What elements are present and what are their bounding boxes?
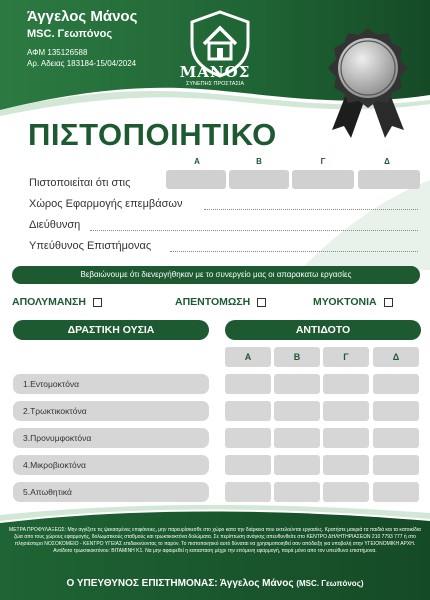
antidote-cell-row5-g[interactable] [323, 482, 369, 502]
check-insect-control-label: ΑΠΕΝΤΟΜΩΣΗ [175, 296, 251, 308]
antidote-col-a: Α [225, 347, 271, 367]
check-rodent-control[interactable] [313, 296, 393, 308]
application-area-line[interactable] [204, 209, 418, 210]
substance-row-repellents[interactable]: 5.Απωθητικά [13, 482, 209, 502]
column-g-header: Γ [320, 157, 326, 166]
issuer-info [27, 8, 137, 69]
antidote-cell-row3-g[interactable] [323, 428, 369, 448]
antidote-col-d: Δ [373, 347, 419, 367]
antidote-cell-row4-g[interactable] [323, 455, 369, 475]
insect-control-checkbox[interactable] [257, 298, 266, 307]
antidote-cell-row1-b[interactable] [274, 374, 320, 394]
antidote-cell-row5-b[interactable] [274, 482, 320, 502]
substance-row-biocides[interactable]: 4.Μικροβιοκτόνα [13, 455, 209, 475]
address-label: Διεύθυνση [29, 219, 81, 231]
safety-notice: ΜΕΤΡΑ ΠΡΟΦΥΛΑΞΕΩΣ: Μην αγγίζετε τις ψεκασμένες επιφάνειες, μην παρευρίσκεσθε στο χώρο κατα την διάρκεια που εκτελούνται εργασίες. Κρατήστε μακριά τα παιδιά και τα κατοικίδια ζώα απο τους χώρους εφαρμογής, δολωματικούς σταθμούς και τρωκτικοκτόνα δολώματα. Σε περίπτωση ανάγκης απευθυνθείτε στο ΚΕΝΤΡΟ ΔΗΛΗΤΗΡΙΑΣΕΩΝ 210 7793 777 ή στο πλησιέστερο ΝΟΣΟΚΟΜΕΙΟ - ΚΕΝΤΡΟ ΥΓΕΙΑΣ επιδεικνύοντας το παρόν. Το πιστοποιητικό αυτό δύναται να χρησιμοποιηθεί σαν απόδειξη για υποβολή στην ΥΓΕΙΟΝΟΜΙΚΗ ΑΡΧΗ. Αντίδοτο τρωκτικοκτόνου: BITAMINH K1. Να μην αφαιρεθεί η κατασταση μέχρι την επόμενη εφαρμογή, παρά μόνο απο τον υπεύθυνο επιστήμονα. [9, 527, 421, 554]
signature-main: Ο ΥΠΕΥΘΥΝΟΣ ΕΠΙΣΤΗΜΟΝΑΣ: Άγγελος Μάνος [66, 578, 294, 589]
check-disinfection-label: ΑΠΟΛΥΜΑΝΣΗ [12, 296, 86, 308]
substance-row-larvicides[interactable]: 3.Προνυμφοκτόνα [13, 428, 209, 448]
disinfection-checkbox[interactable] [93, 298, 102, 307]
antidote-cell-row2-a[interactable] [225, 401, 271, 421]
antidote-cell-row3-d[interactable] [373, 428, 419, 448]
antidote-cell-row4-d[interactable] [373, 455, 419, 475]
check-rodent-control-label: ΜΥΟΚΤΟΝΙΑ [313, 296, 377, 308]
antidote-cell-row4-b[interactable] [274, 455, 320, 475]
address-line[interactable] [90, 230, 418, 231]
column-a-header: Α [194, 157, 200, 166]
date-field-d[interactable] [358, 170, 420, 189]
certified-on-label: Πιστοποιείται ότι στις [29, 177, 131, 189]
signature-title: (MSC. Γεωπόνος) [296, 579, 364, 588]
column-d-header: Δ [384, 157, 390, 166]
date-field-a[interactable] [166, 170, 226, 189]
check-disinfection[interactable] [12, 296, 102, 308]
antidote-cell-row2-g[interactable] [323, 401, 369, 421]
substance-row-insecticides[interactable]: 1.Εντομοκτόνα [13, 374, 209, 394]
antidote-cell-row3-a[interactable] [225, 428, 271, 448]
antidote-cell-row2-b[interactable] [274, 401, 320, 421]
confirmation-banner: Βεβαιώνουμε ότι διενεργήθηκαν με το συνεργείο μας οι απαρακατω εργασίες [12, 266, 420, 284]
logo-subtitle: ΣΥΝΕΠΗΣ ΠΡΟΣΤΑΣΙΑ [185, 81, 245, 87]
date-field-g[interactable] [292, 170, 354, 189]
rodent-control-checkbox[interactable] [384, 298, 393, 307]
column-b-header: Β [256, 157, 262, 166]
date-field-b[interactable] [229, 170, 289, 189]
antidote-cell-row2-d[interactable] [373, 401, 419, 421]
logo-name: ΜΑΝΟΣ [179, 63, 251, 81]
antidote-cell-row3-b[interactable] [274, 428, 320, 448]
issuer-afm: ΑΦΜ 135126588 [27, 48, 88, 57]
antidote-header: ΑΝΤΙΔΟΤΟ [225, 320, 421, 340]
antidote-cell-row5-d[interactable] [373, 482, 419, 502]
substance-row-rodenticides[interactable]: 2.Τρωκτικοκτόνα [13, 401, 209, 421]
antidote-cell-row5-a[interactable] [225, 482, 271, 502]
responsible-scientist-signature [0, 578, 430, 589]
scientist-label: Υπεύθυνος Επιστήμονας [29, 240, 152, 252]
active-substance-header: ΔΡΑΣΤΙΚΗ ΟΥΣΙΑ [13, 320, 209, 340]
check-insect-control[interactable] [175, 296, 266, 308]
application-area-label: Χώρος Εφαρμογής επεμβάσων [29, 198, 183, 210]
antidote-cell-row1-g[interactable] [323, 374, 369, 394]
issuer-title: MSC. Γεωπόνος [27, 28, 113, 40]
antidote-cell-row4-a[interactable] [225, 455, 271, 475]
antidote-col-b: Β [274, 347, 320, 367]
scientist-line[interactable] [170, 251, 418, 252]
issuer-license: Αρ. Αδειας 183184-15/04/2024 [27, 59, 137, 68]
antidote-col-g: Γ [323, 347, 369, 367]
award-rosette-icon [318, 26, 418, 140]
antidote-cell-row1-d[interactable] [373, 374, 419, 394]
issuer-name: Άγγελος Μάνος [27, 8, 138, 25]
antidote-cell-row1-a[interactable] [225, 374, 271, 394]
document-title: ΠΙΣΤΟΠΟΙΗΤΙΚΟ [28, 117, 277, 152]
decorative-wave [300, 180, 430, 270]
